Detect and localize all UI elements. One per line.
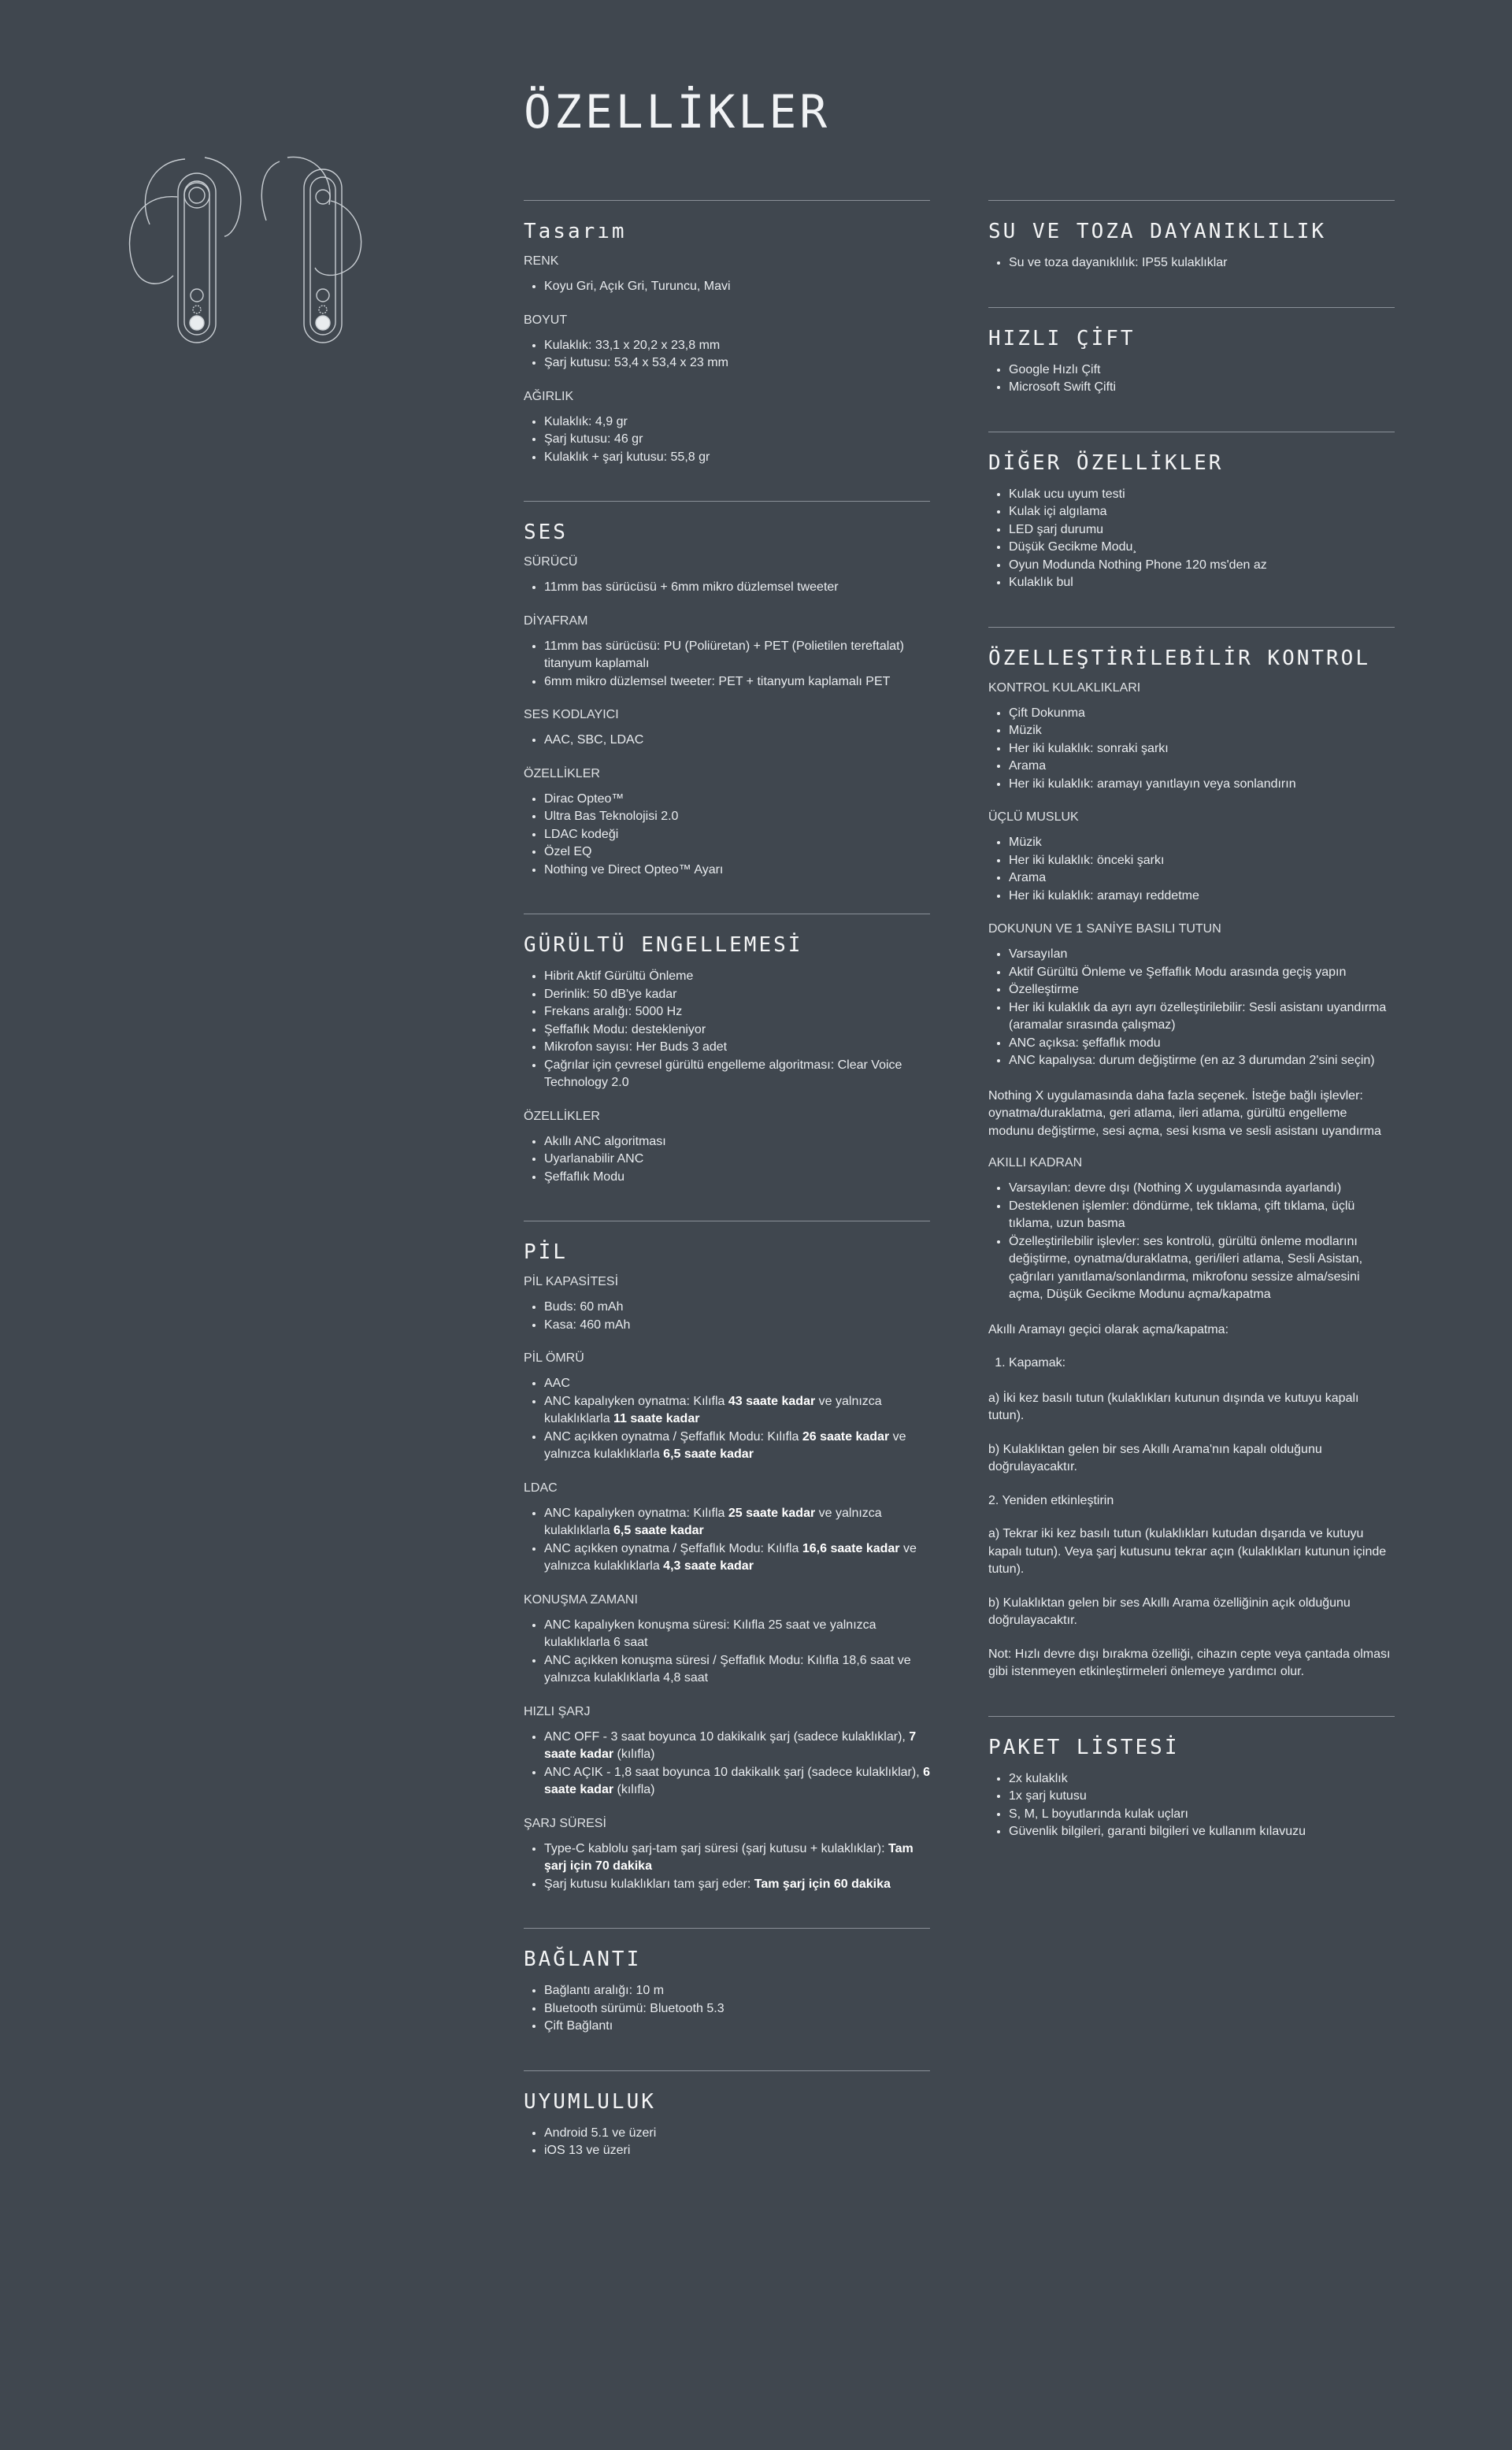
section-title: DİĞER ÖZELLİKLER — [988, 450, 1224, 475]
spec-list-item: • ANC kapalıyken oynatma: Kılıfla 25 saate kadar ve yalnızca kulaklıklarla 6,5 saate kadar — [544, 1505, 930, 1540]
spec-list-item: • Her iki kulaklık: aramayı reddetme — [1009, 888, 1395, 906]
spec-list-item: • ANC kapalıysa: durum değiştirme (en az 3 durumdan 2'sini seçin) — [1009, 1052, 1395, 1070]
right-earbud-icon — [261, 157, 361, 343]
spec-list-item: • Müzik — [1009, 834, 1395, 852]
spec-paragraph: b) Kulaklıktan gelen bir ses Akıllı Arama'nın kapalı olduğunu doğrulayacaktır. — [988, 1442, 1322, 1473]
spec-list-item: • 11mm bas sürücüsü + 6mm mikro düzlemsel tweeter — [544, 579, 930, 597]
spec-list-item: • ANC kapalıyken konuşma süresi: Kılıfla 25 saat ve yalnızca kulaklıklarla 6 saat — [544, 1617, 930, 1652]
subsection-label: DİYAFRAM — [524, 613, 588, 628]
spec-paragraph: 2. Yeniden etkinleştirin — [988, 1493, 1114, 1507]
spec-list-item: • Çağrılar için çevresel gürültü engelleme algoritması: Clear Voice Technology 2.0 — [544, 1057, 930, 1092]
spec-list-item: • Şarj kutusu: 46 gr — [544, 431, 930, 449]
spec-paragraph: a) İki kez basılı tutun (kulaklıkları kutunun dışında ve kutuyu kapalı tutun). — [988, 1391, 1359, 1422]
left-earbud-icon — [130, 158, 241, 343]
spec-list-item: • Bağlantı aralığı: 10 m — [544, 1982, 930, 2000]
spec-section-pi-l — [524, 1221, 930, 1893]
section-title: BAĞLANTI — [524, 1948, 642, 1971]
spec-list-item: • Güvenlik bilgileri, garanti bilgileri ve kullanım kılavuzu — [1009, 1823, 1395, 1841]
spec-list-item: • Kulaklık: 4,9 gr — [544, 413, 930, 432]
spec-list — [988, 361, 1395, 397]
spec-list-item: • Kasa: 460 mAh — [544, 1317, 930, 1335]
subsection-label: KONUŞMA ZAMANI — [524, 1592, 638, 1607]
spec-list — [524, 791, 930, 880]
spec-list — [988, 946, 1395, 1070]
spec-list-item: • Frekans aralığı: 5000 Hz — [544, 1003, 930, 1021]
subsection-label: BOYUT — [524, 313, 568, 327]
spec-section-ba-lanti — [524, 1928, 930, 2036]
spec-list-item: • Şarj kutusu kulaklıkları tam şarj eder: Tam şarj için 60 dakika — [544, 1876, 930, 1894]
spec-paragraph: Nothing X uygulamasında daha fazla seçenek. İsteğe bağlı işlevler: oynatma/duraklatma, geri atlama, ileri atlama, gürültü engelleme modunu değiştirme, sesi açma, sesi kısma ve sesli asistanı uyandırma — [988, 1088, 1381, 1138]
subsection-label: ÜÇLÜ MUSLUK — [988, 810, 1079, 824]
spec-list-item: • S, M, L boyutlarında kulak uçları — [1009, 1806, 1395, 1824]
spec-list-item: • Her iki kulaklık da ayrı ayrı özelleştirilebilir: Sesli asistanı uyandırma (aramalar sırasında çalışmaz) — [1009, 999, 1395, 1035]
spec-list — [988, 834, 1395, 905]
specs-right-column — [988, 200, 1395, 1876]
spec-list-item: • Kulak ucu uyum testi — [1009, 486, 1395, 504]
spec-list-item: • Su ve toza dayanıklılık: IP55 kulaklıklar — [1009, 254, 1395, 272]
spec-list — [988, 705, 1395, 794]
spec-list-item: • Oyun Modunda Nothing Phone 120 ms'den az — [1009, 557, 1395, 575]
spec-list-item: • Özelleştirilebilir işlevler: ses kontrolü, gürültü önleme modlarını değiştirme, oynatma/duraklatma, geri/ileri atlama, Sesli Asistan, çağrıları yanıtlama/sonlandırma, mikrofonu sessize alma/sesini açma, Düşük Gecikme Modunu açma/kapatma — [1009, 1233, 1395, 1304]
spec-section-tasar-m — [524, 200, 930, 466]
subsection-label: ÖZELLİKLER — [524, 1109, 600, 1123]
spec-list-item: • ANC kapalıyken oynatma: Kılıfla 43 saate kadar ve yalnızca kulaklıklarla 11 saate kadar — [544, 1393, 930, 1429]
subsection-label: ÖZELLİKLER — [524, 766, 600, 780]
subsection-label: HIZLI ŞARJ — [524, 1704, 591, 1718]
subsection-label: DOKUNUN VE 1 SANİYE BASILI TUTUN — [988, 922, 1221, 936]
spec-list — [524, 579, 930, 597]
section-title: HIZLI ÇİFT — [988, 326, 1136, 350]
spec-list — [524, 732, 930, 750]
spec-list — [524, 413, 930, 467]
spec-list-item: • Dirac Opteo™ — [544, 791, 930, 809]
spec-list-item: • Hibrit Aktif Gürültü Önleme — [544, 968, 930, 986]
spec-list-item: • Şeffaflık Modu — [544, 1169, 930, 1187]
spec-list-item: • Şarj kutusu: 53,4 x 53,4 x 23 mm — [544, 354, 930, 373]
subsection-label: AĞIRLIK — [524, 389, 574, 403]
spec-list — [988, 254, 1395, 272]
section-title: PİL — [524, 1240, 568, 1264]
spec-list-item: • iOS 13 ve üzeri — [544, 2142, 930, 2160]
spec-list-item: • Bluetooth sürümü: Bluetooth 5.3 — [544, 2000, 930, 2018]
subsection-label: SÜRÜCÜ — [524, 555, 578, 569]
spec-list-item: • Koyu Gri, Açık Gri, Turuncu, Mavi — [544, 278, 930, 296]
subsection-label: KONTROL KULAKLIKLARI — [988, 680, 1141, 695]
spec-list — [524, 968, 930, 1092]
spec-list — [524, 278, 930, 296]
spec-list-item: • ANC açıkken oynatma / Şeffaflık Modu: Kılıfla 26 saate kadar ve yalnızca kulaklıklarla 6,5 saate kadar — [544, 1429, 930, 1464]
spec-list-item: • Özel EQ — [544, 843, 930, 862]
spec-list-item: • Derinlik: 50 dB'ye kadar — [544, 986, 930, 1004]
subsection-label: PİL ÖMRÜ — [524, 1351, 584, 1365]
spec-list — [988, 1770, 1395, 1841]
spec-list — [988, 486, 1395, 592]
section-title: PAKET LİSTESİ — [988, 1735, 1180, 1759]
spec-section-zelle-ti-ri-lebi-li-r-kontrol — [988, 627, 1395, 1681]
spec-list-item: • Kulaklık: 33,1 x 20,2 x 23,8 mm — [544, 337, 930, 355]
numbered-list-item: 1. Kapamak: — [1009, 1355, 1395, 1373]
spec-list — [524, 1299, 930, 1334]
spec-list-item: • Uyarlanabilir ANC — [544, 1151, 930, 1169]
spec-paragraph: a) Tekrar iki kez basılı tutun (kulaklıkları kutudan dışarıda ve kutuyu kapalı tutun). Veya şarj kutusunu tekrar açın (kulaklıkları kutunun içinde tutun). — [988, 1527, 1387, 1576]
spec-list — [524, 337, 930, 373]
spec-list-item: • 11mm bas sürücüsü: PU (Poliüretan) + PET (Polietilen tereftalat) titanyum kaplamalı — [544, 638, 930, 673]
section-title: Tasarım — [524, 220, 627, 243]
spec-list-item: • Arama — [1009, 869, 1395, 888]
spec-list-item: • ANC açıksa: şeffaflık modu — [1009, 1035, 1395, 1053]
spec-list-item: • Şeffaflık Modu: destekleniyor — [544, 1021, 930, 1040]
spec-paragraph: Not: Hızlı devre dışı bırakma özelliği, cihazın cepte veya çantada olması gibi istenmeyen etkinleştirmeleri önlemeye yardımcı olur. — [988, 1647, 1391, 1678]
spec-list-item: • Kulak içi algılama — [1009, 503, 1395, 521]
section-title: SES — [524, 521, 568, 544]
spec-list-item: • AAC, SBC, LDAC — [544, 732, 930, 750]
spec-list-item: • Her iki kulaklık: aramayı yanıtlayın veya sonlandırın — [1009, 776, 1395, 794]
spec-section-uyumluluk — [524, 2070, 930, 2160]
section-title: UYUMLULUK — [524, 2089, 656, 2114]
spec-list-item: • Kulaklık + şarj kutusu: 55,8 gr — [544, 449, 930, 467]
spec-list-item: • ANC açıkken konuşma süresi / Şeffaflık Modu: Kılıfla 18,6 saat ve yalnızca kulaklıklarla 4,8 saat — [544, 1652, 930, 1688]
spec-list-item: • 2x kulaklık — [1009, 1770, 1395, 1788]
subsection-label: ŞARJ SÜRESİ — [524, 1816, 606, 1830]
spec-list — [988, 1180, 1395, 1304]
subsection-label: PİL KAPASİTESİ — [524, 1275, 619, 1288]
spec-list-item: • ANC OFF - 3 saat boyunca 10 dakikalık şarj (sadece kulaklıklar), 7 saate kadar (kılıfla) — [544, 1729, 930, 1764]
spec-list-item: • Ultra Bas Teknolojisi 2.0 — [544, 808, 930, 826]
spec-list — [524, 1729, 930, 1800]
section-title: SU VE TOZA DAYANIKLILIK — [988, 220, 1327, 243]
spec-list-item: • Nothing ve Direct Opteo™ Ayarı — [544, 862, 930, 880]
spec-list-item: • Kulaklık bul — [1009, 574, 1395, 592]
spec-list-item: • Type-C kablolu şarj-tam şarj süresi (şarj kutusu + kulaklıklar): Tam şarj için 70 dakika — [544, 1840, 930, 1876]
spec-list-item: • Desteklenen işlemler: döndürme, tek tıklama, çift tıklama, üçlü tıklama, uzun basma — [1009, 1198, 1395, 1233]
spec-list-item: • Çift Bağlantı — [544, 2018, 930, 2036]
spec-list-item: • AAC — [544, 1375, 930, 1393]
spec-list-item: • Microsoft Swift Çifti — [1009, 379, 1395, 397]
spec-list — [524, 2125, 930, 2160]
spec-list-item: • 6mm mikro düzlemsel tweeter: PET + titanyum kaplamalı PET — [544, 673, 930, 691]
spec-list-item: • Arama — [1009, 758, 1395, 776]
spec-section-su-ve-toza-dayaniklilik — [988, 200, 1395, 272]
spec-list — [524, 638, 930, 691]
spec-list-item: • LDAC kodeği — [544, 826, 930, 844]
spec-section-g-r-lt-engellemesi — [524, 914, 930, 1186]
spec-section-hizli-i-ft — [988, 307, 1395, 397]
subsection-label: AKILLI KADRAN — [988, 1156, 1083, 1169]
earbuds-illustration — [118, 150, 410, 354]
spec-list — [524, 1505, 930, 1576]
page-title: ÖZELLİKLER — [524, 85, 831, 139]
spec-list — [524, 1133, 930, 1187]
spec-list-item: • Müzik — [1009, 722, 1395, 740]
spec-section-ses — [524, 501, 930, 879]
spec-list-item: • Google Hızlı Çift — [1009, 361, 1395, 380]
spec-list — [524, 1375, 930, 1464]
subsection-label: RENK — [524, 254, 559, 268]
spec-list-item: • Özelleştirme — [1009, 981, 1395, 999]
subsection-label: LDAC — [524, 1481, 558, 1495]
spec-list-item: • Android 5.1 ve üzeri — [544, 2125, 930, 2143]
spec-list — [524, 1840, 930, 1894]
spec-list-item: • Varsayılan: devre dışı (Nothing X uygulamasında ayarlandı) — [1009, 1180, 1395, 1198]
spec-list-item: • Düşük Gecikme Modu¸ — [1009, 539, 1395, 557]
spec-list-item: • Akıllı ANC algoritması — [544, 1133, 930, 1151]
spec-list-item: • Her iki kulaklık: sonraki şarkı — [1009, 740, 1395, 758]
spec-list-item: • 1x şarj kutusu — [1009, 1788, 1395, 1806]
spec-list — [524, 1617, 930, 1688]
spec-list-item: • Varsayılan — [1009, 946, 1395, 964]
spec-list-item: • Mikrofon sayısı: Her Buds 3 adet — [544, 1039, 930, 1057]
section-title: GÜRÜLTÜ ENGELLEMESİ — [524, 933, 803, 957]
spec-list — [524, 1982, 930, 2036]
spec-section-paket-li-stesi — [988, 1716, 1395, 1841]
spec-list-item: • ANC AÇIK - 1,8 saat boyunca 10 dakikalık şarj (sadece kulaklıklar), 6 saate kadar (kılıfla) — [544, 1764, 930, 1800]
subsection-label: SES KODLAYICI — [524, 708, 619, 721]
section-title: ÖZELLEŞTİRİLEBİLİR KONTROL — [988, 646, 1370, 670]
spec-list-item: • ANC açıkken oynatma / Şeffaflık Modu: Kılıfla 16,6 saate kadar ve yalnızca kulaklıklarla 4,3 saate kadar — [544, 1540, 930, 1576]
spec-paragraph: b) Kulaklıktan gelen bir ses Akıllı Arama özelliğinin açık olduğunu doğrulayacaktır. — [988, 1596, 1351, 1627]
spec-section-di-er-zelli-kler — [988, 432, 1395, 592]
numbered-list — [988, 1355, 1395, 1373]
spec-list-item: • Aktif Gürültü Önleme ve Şeffaflık Modu arasında geçiş yapın — [1009, 964, 1395, 982]
spec-list-item: • Her iki kulaklık: önceki şarkı — [1009, 852, 1395, 870]
specs-left-column — [524, 200, 930, 2195]
spec-list-item: • Çift Dokunma — [1009, 705, 1395, 723]
spec-list-item: • Buds: 60 mAh — [544, 1299, 930, 1317]
spec-paragraph: Akıllı Aramayı geçici olarak açma/kapatma: — [988, 1322, 1229, 1336]
spec-list-item: • LED şarj durumu — [1009, 521, 1395, 539]
